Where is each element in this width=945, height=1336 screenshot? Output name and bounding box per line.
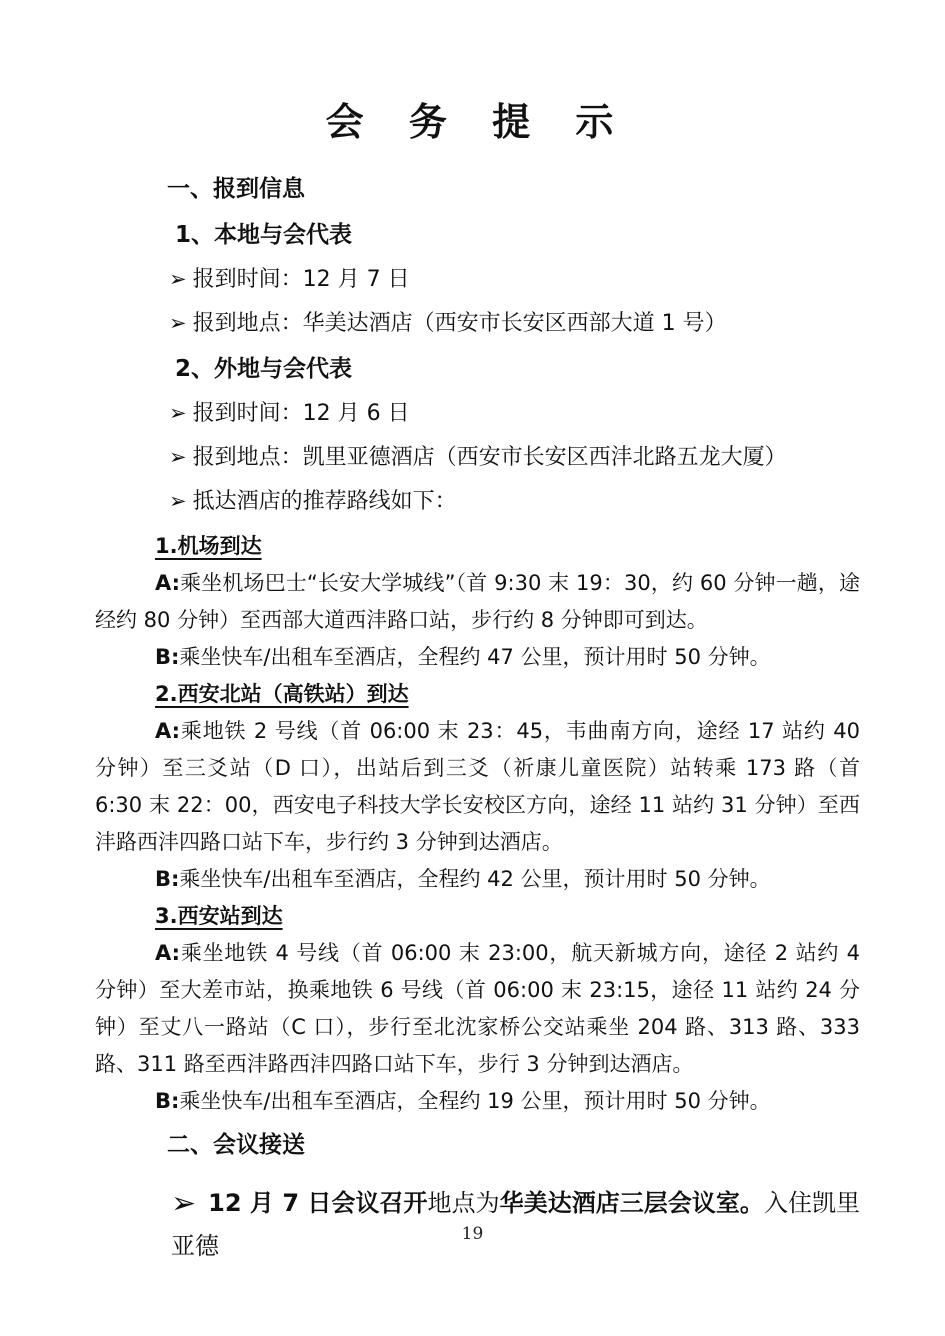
bullet-text: 报到时间：12 月 7 日 [192,267,410,292]
arrowhead-bullet-icon: ➢ [169,445,187,469]
option-a-prefix: A: [155,941,181,965]
option-a-prefix: A: [155,571,181,595]
route-text: 乘坐地铁 4 号线（首 06:00 末 23:00，航天新城方向，途径 2 站约 4 分钟）至大差市站，换乘地铁 6 号线（首 06:00 末 23:15，途径 11 站约 24 分钟）至丈八一路站（C 口），步行至北沈家桥公交站乘坐 204 路、313 路、333 路、311 路至西沣路西沣四路口站下车，步行 3 分钟到达酒店。 [95,941,860,1076]
shuttle-text-bold: 华美达酒店三层会议室。 [499,1189,764,1217]
route-paragraph-xian-station-a [95,935,860,1083]
bullet-text: 报到地点：华美达酒店（西安市长安区西部大道 1 号） [192,311,727,336]
document-content [0,96,945,1267]
bullet-item-nonlocal-time [169,399,860,428]
arrowhead-bullet-icon: ➢ [169,489,187,513]
option-b-prefix: B: [155,867,180,891]
bullet-text: 抵达酒店的推荐路线如下： [192,489,457,514]
route-heading-north-station: 2.西安北站（高铁站）到达 [155,682,409,706]
bullet-text: 报到地点：凯里亚德酒店（西安市长安区西沣北路五龙大厦） [192,445,787,470]
option-b-prefix: B: [155,645,180,669]
section-heading-registration: 一、报到信息 [167,176,305,202]
shuttle-text-bold: 12 月 7 日会议召开 [208,1189,428,1217]
bullet-item-local-time [169,265,860,294]
arrowhead-bullet-icon: ➢ [169,401,187,425]
route-text: 乘坐机场巴士“长安大学城线”（首 9:30 末 19：30，约 60 分钟一趟，途经约 80 分钟）至西部大道西沣路口站，步行约 8 分钟即可到达。 [95,571,860,632]
bullet-item-nonlocal-place [169,443,860,472]
arrowhead-bullet-icon: ➢ [171,1186,197,1221]
route-paragraph-airport-b [95,639,860,676]
bullet-text: 报到时间：12 月 6 日 [192,401,410,426]
subsection-heading-local-delegates: 1、本地与会代表 [175,222,353,248]
route-paragraph-north-station-b [95,861,860,898]
route-text: 乘地铁 2 号线（首 06:00 末 23：45，韦曲南方向，途经 17 站约 40 分钟）至三爻站（D 口），出站后到三爻（祈康儿童医院）站转乘 173 路（首 6:30 末 22：00，西安电子科技大学长安校区方向，途经 11 站约 31 分钟）至西沣路西沣四路口站下车，步行约 3 分钟到达酒店。 [95,719,860,854]
route-text: 乘坐快车/出租车至酒店，全程约 19 公里，预计用时 50 分钟。 [179,1089,771,1113]
route-heading-airport: 1.机场到达 [155,534,262,558]
shuttle-text-normal: 地点为 [427,1189,500,1217]
route-paragraph-north-station-a [95,713,860,861]
route-text: 乘坐快车/出租车至酒店，全程约 42 公里，预计用时 50 分钟。 [179,867,771,891]
route-text: 乘坐快车/出租车至酒店，全程约 47 公里，预计用时 50 分钟。 [179,645,771,669]
route-paragraph-xian-station-b [95,1083,860,1120]
option-a-prefix: A: [155,719,181,743]
bullet-item-local-place [169,309,860,338]
routes-block [95,528,860,1120]
option-b-prefix: B: [155,1089,180,1113]
shuttle-text-normal: 入住凯里亚德 [171,1189,861,1260]
bullet-item-routes-intro [169,487,860,516]
route-heading-xian-station: 3.西安站到达 [155,904,283,928]
arrowhead-bullet-icon: ➢ [169,311,187,335]
arrowhead-bullet-icon: ➢ [169,267,187,291]
route-paragraph-airport-a [95,565,860,639]
subsection-heading-nonlocal-delegates: 2、外地与会代表 [175,356,353,382]
page-number: 19 [461,1224,484,1244]
section-heading-shuttle: 二、会议接送 [167,1132,305,1158]
page-title: 会 务 提 示 [325,100,630,144]
